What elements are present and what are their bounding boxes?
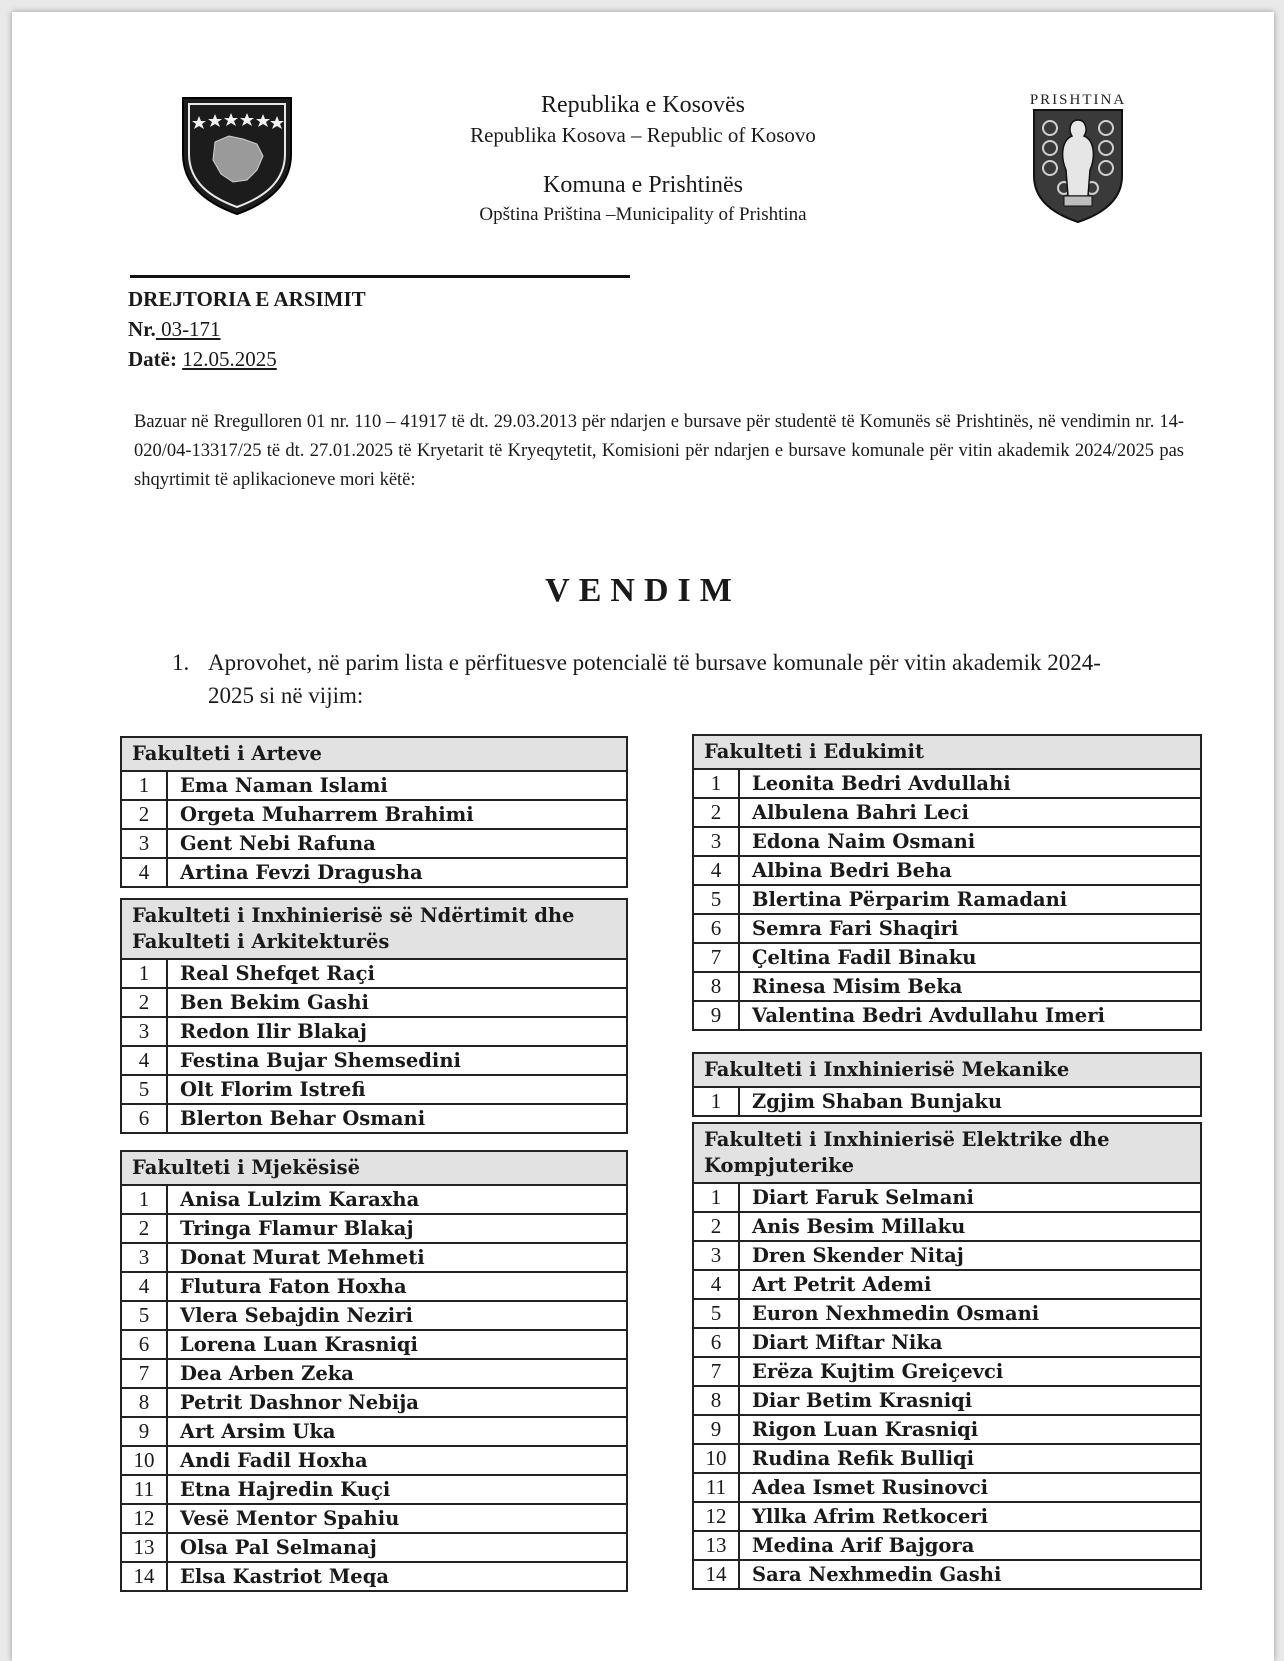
row-number: 6 xyxy=(693,1328,739,1357)
row-number: 7 xyxy=(693,1357,739,1386)
row-number: 1 xyxy=(121,771,167,800)
student-name: Dea Arben Zeka xyxy=(167,1359,627,1388)
table-row xyxy=(121,1359,627,1388)
document-page xyxy=(12,12,1274,1661)
table-row xyxy=(121,1243,627,1272)
table-row xyxy=(121,1185,627,1214)
student-name: Real Shefqet Raçi xyxy=(167,959,627,988)
student-name: Vlera Sebajdin Neziri xyxy=(167,1301,627,1330)
faculty-table-arts xyxy=(120,736,628,888)
table-row xyxy=(121,1417,627,1446)
student-name: Andi Fadil Hoxha xyxy=(167,1446,627,1475)
table-row xyxy=(693,1560,1201,1589)
table-row xyxy=(693,1415,1201,1444)
faculty-title: Fakulteti i Inxhinierisë Elektrike dhe Kompjuterike xyxy=(693,1123,1201,1183)
row-number: 9 xyxy=(121,1417,167,1446)
student-name: Rudina Refik Bulliqi xyxy=(739,1444,1201,1473)
row-number: 6 xyxy=(121,1330,167,1359)
table-row xyxy=(121,1272,627,1301)
prishtina-crest-icon xyxy=(1026,86,1130,226)
table-row xyxy=(693,1001,1201,1030)
row-number: 8 xyxy=(693,972,739,1001)
student-name: Anis Besim Millaku xyxy=(739,1212,1201,1241)
student-name: Albina Bedri Beha xyxy=(739,856,1201,885)
table-row xyxy=(693,769,1201,798)
student-name: Elsa Kastriot Meqa xyxy=(167,1562,627,1591)
header-line-4: Opština Priština –Municipality of Prishtina xyxy=(479,204,807,225)
header-line-1: Republika e Kosovës xyxy=(541,92,745,118)
student-name: Edona Naim Osmani xyxy=(739,827,1201,856)
faculty-table-education xyxy=(692,734,1202,1031)
row-number: 14 xyxy=(121,1562,167,1591)
student-name: Diart Miftar Nika xyxy=(739,1328,1201,1357)
row-number: 4 xyxy=(693,1270,739,1299)
row-number: 7 xyxy=(121,1359,167,1388)
directorate-name: DREJTORIA E ARSIMIT xyxy=(128,287,366,311)
faculty-table-medicine xyxy=(120,1150,628,1592)
student-name: Diart Faruk Selmani xyxy=(739,1183,1201,1212)
row-number: 5 xyxy=(693,1299,739,1328)
table-row xyxy=(693,1444,1201,1473)
row-number: 6 xyxy=(693,914,739,943)
document-meta xyxy=(128,284,366,374)
row-number: 2 xyxy=(693,798,739,827)
table-row xyxy=(693,798,1201,827)
faculty-table-electrical-engineering xyxy=(692,1122,1202,1590)
date-label: Datë: xyxy=(128,347,177,371)
faculty-title: Fakulteti i Inxhinierisë së Ndërtimit dhe Fakulteti i Arkitekturës xyxy=(121,899,627,959)
student-name: Festina Bujar Shemsedini xyxy=(167,1046,627,1075)
row-number: 1 xyxy=(121,959,167,988)
table-row xyxy=(121,800,627,829)
table-row xyxy=(693,914,1201,943)
table-row xyxy=(121,1330,627,1359)
student-name: Adea Ismet Rusinovci xyxy=(739,1473,1201,1502)
student-name: Anisa Lulzim Karaxha xyxy=(167,1185,627,1214)
table-row xyxy=(693,1299,1201,1328)
table-row xyxy=(693,1241,1201,1270)
row-number: 3 xyxy=(121,1243,167,1272)
faculty-table-civil-engineering xyxy=(120,898,628,1134)
student-name: Orgeta Muharrem Brahimi xyxy=(167,800,627,829)
row-number: 3 xyxy=(121,829,167,858)
crest-text: PRISHTINA xyxy=(1029,92,1127,108)
table-row xyxy=(121,1017,627,1046)
row-number: 2 xyxy=(121,988,167,1017)
row-number: 12 xyxy=(121,1504,167,1533)
table-row xyxy=(121,1475,627,1504)
student-name: Etna Hajredin Kuçi xyxy=(167,1475,627,1504)
faculty-title: Fakulteti i Mjekësisë xyxy=(121,1151,627,1185)
table-row xyxy=(693,885,1201,914)
row-number: 14 xyxy=(693,1560,739,1589)
student-name: Vesë Mentor Spahiu xyxy=(167,1504,627,1533)
table-row xyxy=(693,856,1201,885)
row-number: 12 xyxy=(693,1502,739,1531)
table-row xyxy=(693,1328,1201,1357)
table-row xyxy=(121,1533,627,1562)
row-number: 8 xyxy=(121,1388,167,1417)
student-name: Zgjim Shaban Bunjaku xyxy=(739,1087,1201,1116)
row-number: 5 xyxy=(121,1075,167,1104)
faculty-table-mechanical-engineering xyxy=(692,1052,1202,1117)
student-name: Donat Murat Mehmeti xyxy=(167,1243,627,1272)
student-name: Ema Naman Islami xyxy=(167,771,627,800)
row-number: 2 xyxy=(121,1214,167,1243)
row-number: 6 xyxy=(121,1104,167,1133)
student-name: Erëza Kujtim Greiçevci xyxy=(739,1357,1201,1386)
item-text: Aprovohet, në parim lista e përfituesve potencialë të bursave komunale për vitin akademik 2024-2025 si në vijim: xyxy=(208,650,1101,708)
student-name: Rigon Luan Krasniqi xyxy=(739,1415,1201,1444)
student-name: Flutura Faton Hoxha xyxy=(167,1272,627,1301)
row-number: 13 xyxy=(121,1533,167,1562)
student-name: Medina Arif Bajgora xyxy=(739,1531,1201,1560)
header-line-2: Republika Kosova – Republic of Kosovo xyxy=(470,123,816,147)
student-name: Olsa Pal Selmanaj xyxy=(167,1533,627,1562)
table-row xyxy=(121,1104,627,1133)
header-line-3: Komuna e Prishtinës xyxy=(543,172,743,198)
student-name: Olt Florim Istrefi xyxy=(167,1075,627,1104)
student-name: Yllka Afrim Retkoceri xyxy=(739,1502,1201,1531)
table-row xyxy=(693,1386,1201,1415)
table-row xyxy=(121,1562,627,1591)
table-row xyxy=(121,1075,627,1104)
reference-number xyxy=(128,314,366,344)
row-number: 10 xyxy=(693,1444,739,1473)
student-name: Diar Betim Krasniqi xyxy=(739,1386,1201,1415)
row-number: 10 xyxy=(121,1446,167,1475)
row-number: 5 xyxy=(693,885,739,914)
row-number: 5 xyxy=(121,1301,167,1330)
table-row xyxy=(121,829,627,858)
student-name: Art Petrit Ademi xyxy=(739,1270,1201,1299)
document-date xyxy=(128,344,366,374)
nr-label: Nr. xyxy=(128,317,156,341)
row-number: 3 xyxy=(693,827,739,856)
student-name: Art Arsim Uka xyxy=(167,1417,627,1446)
table-row xyxy=(693,1270,1201,1299)
row-number: 4 xyxy=(693,856,739,885)
student-name: Gent Nebi Rafuna xyxy=(167,829,627,858)
table-row xyxy=(121,1046,627,1075)
table-row xyxy=(121,988,627,1017)
nr-value: 03-171 xyxy=(155,317,221,341)
row-number: 1 xyxy=(121,1185,167,1214)
table-row xyxy=(693,1183,1201,1212)
table-row xyxy=(121,1446,627,1475)
row-number: 3 xyxy=(121,1017,167,1046)
row-number: 2 xyxy=(693,1212,739,1241)
table-row xyxy=(693,1212,1201,1241)
student-name: Çeltina Fadil Binaku xyxy=(739,943,1201,972)
faculty-title: Fakulteti i Arteve xyxy=(121,737,627,771)
student-name: Petrit Dashnor Nebija xyxy=(167,1388,627,1417)
table-row xyxy=(121,1214,627,1243)
row-number: 1 xyxy=(693,1087,739,1116)
student-name: Albulena Bahri Leci xyxy=(739,798,1201,827)
table-row xyxy=(121,959,627,988)
table-row xyxy=(121,771,627,800)
row-number: 8 xyxy=(693,1386,739,1415)
row-number: 9 xyxy=(693,1415,739,1444)
table-row xyxy=(693,943,1201,972)
row-number: 7 xyxy=(693,943,739,972)
student-name: Tringa Flamur Blakaj xyxy=(167,1214,627,1243)
faculty-title: Fakulteti i Edukimit xyxy=(693,735,1201,769)
decision-item-1 xyxy=(172,646,1132,712)
student-name: Blerton Behar Osmani xyxy=(167,1104,627,1133)
student-name: Semra Fari Shaqiri xyxy=(739,914,1201,943)
student-name: Artina Fevzi Dragusha xyxy=(167,858,627,887)
student-name: Lorena Luan Krasniqi xyxy=(167,1330,627,1359)
student-name: Rinesa Misim Beka xyxy=(739,972,1201,1001)
table-row xyxy=(693,1531,1201,1560)
student-name: Ben Bekim Gashi xyxy=(167,988,627,1017)
student-name: Sara Nexhmedin Gashi xyxy=(739,1560,1201,1589)
header-divider xyxy=(130,275,630,278)
intro-paragraph: Bazuar në Rregulloren 01 nr. 110 – 41917 të dt. 29.03.2013 për ndarjen e bursave për studentë të Komunës së Prishtinës, në vendimin nr. 14-020/04-13317/25 të dt. 27.01.2025 të Kryetarit të Kryeqytetit, Komisioni për ndarjen e bursave komunale për vitin akademik 2024/2025 pas shqyrtimit të aplikacioneve mori këtë: xyxy=(134,412,1184,490)
row-number: 11 xyxy=(693,1473,739,1502)
row-number: 11 xyxy=(121,1475,167,1504)
table-row xyxy=(693,1502,1201,1531)
student-name: Redon Ilir Blakaj xyxy=(167,1017,627,1046)
row-number: 3 xyxy=(693,1241,739,1270)
table-row xyxy=(693,972,1201,1001)
table-row xyxy=(693,1473,1201,1502)
table-row xyxy=(121,1504,627,1533)
table-row xyxy=(693,827,1201,856)
student-name: Dren Skender Nitaj xyxy=(739,1241,1201,1270)
row-number: 4 xyxy=(121,1046,167,1075)
row-number: 1 xyxy=(693,769,739,798)
row-number: 2 xyxy=(121,800,167,829)
faculty-title: Fakulteti i Inxhinierisë Mekanike xyxy=(693,1053,1201,1087)
row-number: 4 xyxy=(121,1272,167,1301)
student-name: Leonita Bedri Avdullahi xyxy=(739,769,1201,798)
item-number: 1. xyxy=(172,650,190,675)
table-row xyxy=(693,1357,1201,1386)
row-number: 9 xyxy=(693,1001,739,1030)
student-name: Blertina Përparim Ramadani xyxy=(739,885,1201,914)
table-row xyxy=(693,1087,1201,1116)
table-row xyxy=(121,858,627,887)
row-number: 13 xyxy=(693,1531,739,1560)
table-row xyxy=(121,1301,627,1330)
row-number: 4 xyxy=(121,858,167,887)
date-value: 12.05.2025 xyxy=(182,347,277,371)
table-row xyxy=(121,1388,627,1417)
row-number: 1 xyxy=(693,1183,739,1212)
decision-title: VENDIM xyxy=(545,572,741,609)
student-name: Valentina Bedri Avdullahu Imeri xyxy=(739,1001,1201,1030)
student-name: Euron Nexhmedin Osmani xyxy=(739,1299,1201,1328)
